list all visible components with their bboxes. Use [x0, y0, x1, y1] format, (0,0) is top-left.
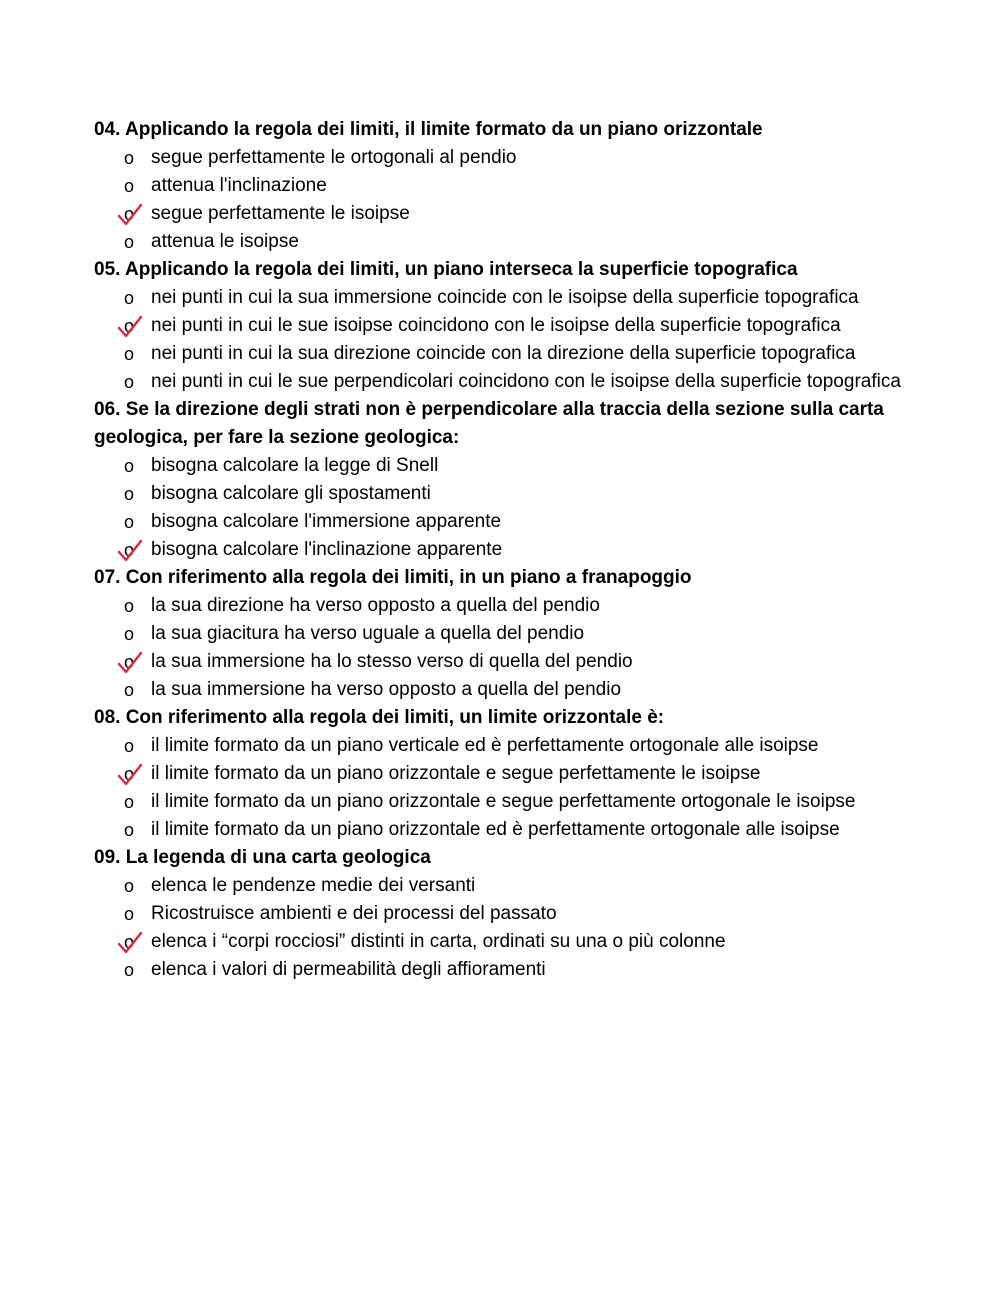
option-text: nei punti in cui le sue isoipse coincidono con le isoipse della superficie topografica: [151, 315, 841, 336]
answer-option: [94, 480, 924, 508]
answer-options: [94, 732, 924, 844]
answer-option: [94, 788, 924, 816]
question-block: [94, 844, 924, 984]
hollow-bullet-icon: o: [123, 484, 134, 504]
hollow-bullet-icon: o: [123, 820, 134, 840]
hollow-bullet-icon: o: [123, 652, 134, 672]
question-title: 05. Applicando la regola dei limiti, un piano interseca la superficie topografica: [94, 259, 798, 280]
option-text: la sua immersione ha verso opposto a quella del pendio: [151, 679, 622, 700]
hollow-bullet-icon: o: [123, 456, 134, 476]
question-block: [94, 396, 924, 564]
answer-option: [94, 592, 924, 620]
hollow-bullet-icon: o: [123, 624, 134, 644]
question-list: [94, 116, 924, 984]
option-text: nei punti in cui le sue perpendicolari coincidono con le isoipse della superficie topografica: [151, 371, 901, 392]
question-block: [94, 564, 924, 704]
option-text: la sua giacitura ha verso uguale a quella del pendio: [151, 623, 585, 644]
answer-option: [94, 144, 924, 172]
option-text: bisogna calcolare gli spostamenti: [151, 483, 431, 504]
answer-option: [94, 172, 924, 200]
option-text: la sua direzione ha verso opposto a quella del pendio: [151, 595, 600, 616]
check-mark-icon: [117, 651, 143, 675]
option-text: nei punti in cui la sua immersione coincide con le isoipse della superficie topografica: [151, 287, 859, 308]
option-text: il limite formato da un piano orizzontale ed è perfettamente ortogonale alle isoipse: [151, 819, 840, 840]
hollow-bullet-icon: o: [123, 288, 134, 308]
question-title: 04. Applicando la regola dei limiti, il limite formato da un piano orizzontale: [94, 119, 763, 140]
answer-option: [94, 620, 924, 648]
hollow-bullet-icon: o: [123, 596, 134, 616]
option-text: elenca i “corpi rocciosi” distinti in carta, ordinati su una o più colonne: [151, 931, 726, 952]
question-title: 07. Con riferimento alla regola dei limiti, in un piano a franapoggio: [94, 567, 692, 588]
answer-option-correct: [94, 312, 924, 340]
option-text: il limite formato da un piano verticale ed è perfettamente ortogonale alle isoipse: [151, 735, 819, 756]
check-mark-icon: [117, 763, 143, 787]
check-mark-icon: [117, 931, 143, 955]
answer-options: [94, 872, 924, 984]
hollow-bullet-icon: o: [123, 232, 134, 252]
hollow-bullet-icon: o: [123, 764, 134, 784]
answer-option-correct: [94, 928, 924, 956]
question-block: [94, 704, 924, 844]
option-text: attenua le isoipse: [151, 231, 299, 252]
option-text: elenca i valori di permeabilità degli affioramenti: [151, 959, 546, 980]
answer-options: [94, 592, 924, 704]
option-text: il limite formato da un piano orizzontale e segue perfettamente le isoipse: [151, 763, 761, 784]
answer-option: [94, 284, 924, 312]
option-text: segue perfettamente le isoipse: [151, 203, 410, 224]
hollow-bullet-icon: o: [123, 932, 134, 952]
option-text: bisogna calcolare l'inclinazione apparente: [151, 539, 503, 560]
check-mark-icon: [117, 539, 143, 563]
answer-option: [94, 872, 924, 900]
answer-option: [94, 452, 924, 480]
question-block: [94, 116, 924, 256]
hollow-bullet-icon: o: [123, 372, 134, 392]
option-text: elenca le pendenze medie dei versanti: [151, 875, 476, 896]
hollow-bullet-icon: o: [123, 876, 134, 896]
answer-option: [94, 816, 924, 844]
answer-option: [94, 900, 924, 928]
answer-option-correct: [94, 200, 924, 228]
answer-options: [94, 144, 924, 256]
answer-option-correct: [94, 648, 924, 676]
question-title: 09. La legenda di una carta geologica: [94, 847, 431, 868]
hollow-bullet-icon: o: [123, 512, 134, 532]
answer-option: [94, 368, 924, 396]
answer-options: [94, 284, 924, 396]
hollow-bullet-icon: o: [123, 904, 134, 924]
answer-option: [94, 340, 924, 368]
question-title: 06. Se la direzione degli strati non è perpendicolare alla traccia della sezione sulla carta geologica, per fare la sezione geologica:: [94, 399, 884, 448]
answer-options: [94, 452, 924, 564]
option-text: attenua l'inclinazione: [151, 175, 327, 196]
hollow-bullet-icon: o: [123, 540, 134, 560]
hollow-bullet-icon: o: [123, 960, 134, 980]
option-text: segue perfettamente le ortogonali al pendio: [151, 147, 517, 168]
option-text: la sua immersione ha lo stesso verso di quella del pendio: [151, 651, 633, 672]
hollow-bullet-icon: o: [123, 204, 134, 224]
check-mark-icon: [117, 315, 143, 339]
option-text: bisogna calcolare la legge di Snell: [151, 455, 439, 476]
answer-option-correct: [94, 760, 924, 788]
answer-option: [94, 508, 924, 536]
question-title: 08. Con riferimento alla regola dei limiti, un limite orizzontale è:: [94, 707, 665, 728]
answer-option: [94, 956, 924, 984]
option-text: il limite formato da un piano orizzontale e segue perfettamente ortogonale le isoipse: [151, 791, 856, 812]
hollow-bullet-icon: o: [123, 792, 134, 812]
check-mark-icon: [117, 203, 143, 227]
hollow-bullet-icon: o: [123, 148, 134, 168]
option-text: nei punti in cui la sua direzione coincide con la direzione della superficie topografica: [151, 343, 856, 364]
hollow-bullet-icon: o: [123, 736, 134, 756]
answer-option: [94, 676, 924, 704]
answer-option: [94, 228, 924, 256]
hollow-bullet-icon: o: [123, 344, 134, 364]
answer-option-correct: [94, 536, 924, 564]
question-block: [94, 256, 924, 396]
option-text: Ricostruisce ambienti e dei processi del passato: [151, 903, 557, 924]
option-text: bisogna calcolare l'immersione apparente: [151, 511, 502, 532]
hollow-bullet-icon: o: [123, 316, 134, 336]
answer-option: [94, 732, 924, 760]
hollow-bullet-icon: o: [123, 680, 134, 700]
hollow-bullet-icon: o: [123, 176, 134, 196]
